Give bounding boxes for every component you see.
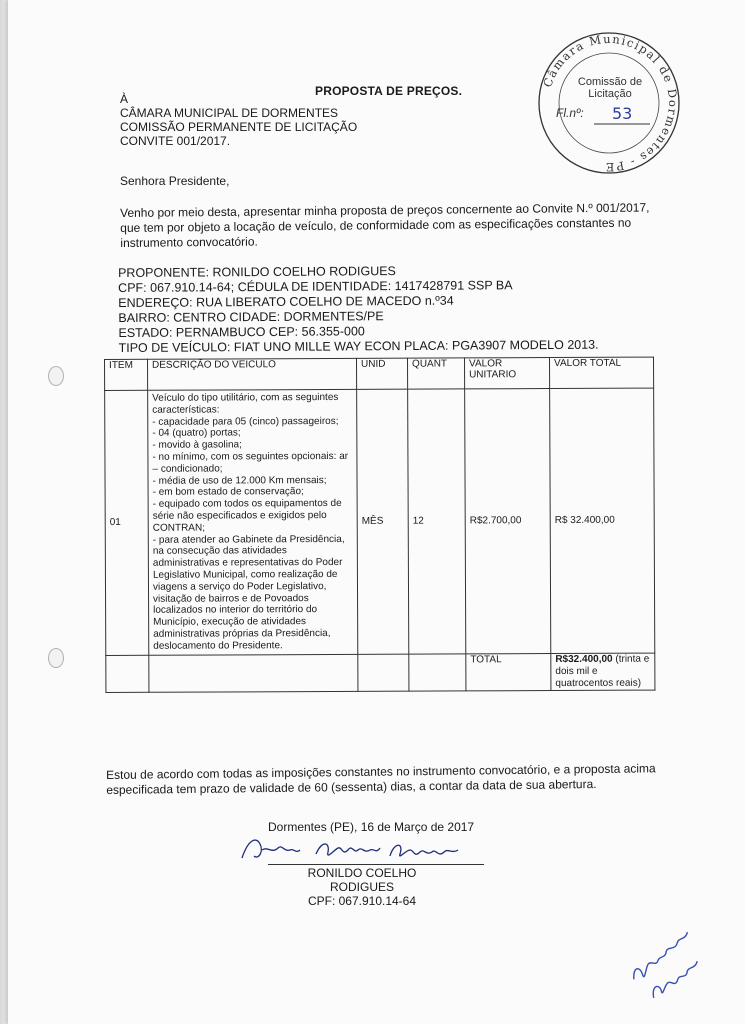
total-value-cell <box>551 653 655 690</box>
proponent-line: CPF: 067.910.14-64; CÉDULA DE IDENTIDADE: 1417428791 SSP BA <box>118 278 513 295</box>
desc-line: Veículo do tipo utilitário, com as seguintes características: <box>152 391 339 416</box>
addressee-line: CONVITE 001/2017. <box>120 134 231 148</box>
desc-line: - no mínimo, com os seguintes opcionais: ar – condicionado; <box>152 450 349 475</box>
signatory-cpf: CPF: 067.910.14-64 <box>307 894 417 908</box>
intro-paragraph: Venho por meio desta, apresentar minha proposta de preços concernente ao Convite N.º 001/2017, que tem por objeto a locação de veículo, de conformidade com as especificações constantes no instrumento convocatório. <box>120 200 650 250</box>
addressee-line: À <box>120 92 129 106</box>
folio-underline <box>594 122 650 126</box>
proponent-line: PROPONENTE: RONILDO COELHO RODIGUES <box>118 264 396 280</box>
header-unit: UNID <box>356 358 407 389</box>
folio-label: Fl.nº: <box>556 106 584 120</box>
header-item: ITEM <box>105 359 148 390</box>
stamp-center-text <box>568 76 652 100</box>
desc-line: - para atender ao Gabinete da Presidência, na consecução das atividades administrativas e representativas do Poder Legislativo Municipal, como realização de viagens a serviço do Poder Legislativo, visitação de bairros e de Povoados localizados no interior do território do Município, execução de atividades administrativas próprias da Presidência, deslocamento do Presidente. <box>152 533 345 652</box>
price-table <box>104 357 655 693</box>
header-quantity: QUANT <box>407 358 464 389</box>
total-label: TOTAL <box>466 653 551 690</box>
header-total-value: VALOR TOTAL <box>549 357 653 388</box>
punch-hole <box>48 648 64 668</box>
cell-item: 01 <box>105 390 149 655</box>
signatory-name: RONILDO COELHO RODIGUES <box>307 866 417 894</box>
cell-unit-value: R$2.700,00 <box>465 389 551 654</box>
header-unit-value: VALOR UNITARIO <box>464 358 549 389</box>
stamp-ring-text: Câmara Municipal de Dormentes - PE <box>540 31 681 175</box>
total-row <box>106 653 655 692</box>
header-description: DESCRIÇÃO DO VEICULO <box>148 358 357 390</box>
proponent-line: TIPO DE VEÍCULO: FIAT UNO MILLE WAY ECON PLACA: PGA3907 MODELO 2013. <box>118 337 599 355</box>
cell-total-value: R$ 32.400,00 <box>550 388 655 653</box>
closing-paragraph: Estou de acordo com todas as imposições constantes no instrumento convocatório, e a proposta acima especificada tem prazo de validade de 60 (sessenta) dias, a contar da data de sua abertura. <box>106 761 656 797</box>
page-title: PROPOSTA DE PREÇOS. <box>315 84 463 98</box>
municipal-stamp <box>536 30 682 176</box>
stamp-line-2: Licitação <box>588 88 632 100</box>
rubric-initials <box>620 930 720 1010</box>
cell-unit: MÊS <box>357 389 409 654</box>
cell-quantity: 12 <box>408 389 466 654</box>
signatory-block <box>282 866 442 908</box>
desc-line: - capacidade para 05 (cinco) passageiros; <box>152 415 339 428</box>
total-in-words: (trinta e dois mil e quatrocentos reais) <box>555 653 650 689</box>
proponent-line: ESTADO: PERNAMBUCO CEP: 56.355-000 <box>118 324 365 340</box>
desc-line: - 04 (quatro) portas; <box>152 427 241 440</box>
proponent-line: ENDEREÇO: RUA LIBERATO COELHO DE MACEDO n.º34 <box>118 293 454 310</box>
addressee-block <box>120 92 357 148</box>
desc-line: - média de uso de 12.000 Km mensais; <box>152 474 327 487</box>
stamp-line-1: Comissão de <box>577 76 643 88</box>
signature-line <box>268 864 484 865</box>
cell-description <box>148 389 358 654</box>
proponent-block <box>118 263 599 356</box>
desc-line: - movido à gasolina; <box>152 439 242 451</box>
table-row <box>105 388 655 655</box>
proponent-line: BAIRRO: CENTRO CIDADE: DORMENTES/PE <box>118 309 384 325</box>
folio-number: 53 <box>612 104 633 123</box>
addressee-line: COMISSÃO PERMANENTE DE LICITAÇÃO <box>120 120 358 134</box>
handwritten-signature <box>238 832 488 866</box>
adjacent-page-edge <box>0 0 8 1024</box>
desc-line: - equipado com todos os equipamentos de série não especificados e exigidos pelo CONTRAN; <box>152 498 342 534</box>
greeting: Senhora Presidente, <box>120 174 230 188</box>
table-header-row <box>105 357 654 390</box>
total-amount: R$32.400,00 <box>555 653 613 665</box>
addressee-line: CÂMARA MUNICIPAL DE DORMENTES <box>120 106 339 120</box>
desc-line: - em bom estado de conservação; <box>152 486 304 499</box>
punch-hole <box>48 366 64 386</box>
date-line: Dormentes (PE), 16 de Março de 2017 <box>268 820 475 834</box>
